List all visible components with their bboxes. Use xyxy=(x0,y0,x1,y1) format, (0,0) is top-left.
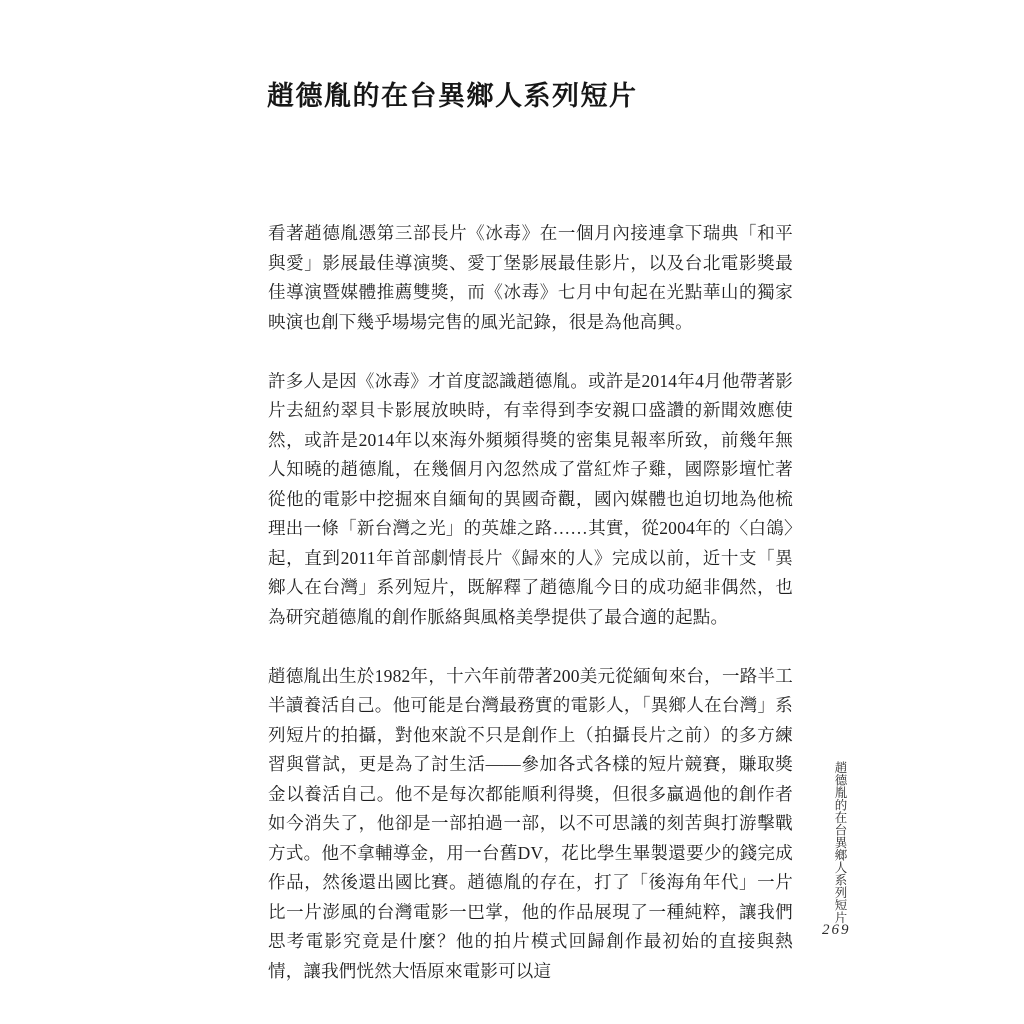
page-number: 269 xyxy=(822,922,851,938)
body-paragraph: 看著趙德胤憑第三部長片《冰毒》在一個月內接連拿下瑞典「和平與愛」影展最佳導演獎、愛丁堡影展最佳影片，以及台北電影獎最佳導演暨媒體推薦雙獎，而《冰毒》七月中旬起在光點華山的獨家映演也創下幾乎場場完售的風光記錄，很是為他高興。 xyxy=(268,223,793,332)
article-body xyxy=(268,219,793,1016)
running-head: 趙德胤的在台異鄉人系列短片 xyxy=(833,761,847,924)
page-title: 趙德胤的在台異鄉人系列短片 xyxy=(267,81,638,111)
body-paragraph: 許多人是因《冰毒》才首度認識趙德胤。或許是2014年4月他帶著影片去紐約翠貝卡影展放映時，有幸得到李安親口盛讚的新聞效應使然，或許是2014年以來海外頻頻得獎的密集見報率所致，前幾年無人知曉的趙德胤，在幾個月內忽然成了當紅炸子雞，國際影壇忙著從他的電影中挖掘來自緬甸的異國奇觀，國內媒體也迫切地為他梳理出一條「新台灣之光」的英雄之路……其實，從2004年的〈白鴿〉起，直到2011年首部劇情長片《歸來的人》完成以前，近十支「異鄉人在台灣」系列短片，既解釋了趙德胤今日的成功絕非偶然，也為研究趙德胤的創作脈絡與風格美學提供了最合適的起點。 xyxy=(268,370,793,627)
body-paragraph: 趙德胤出生於1982年，十六年前帶著200美元從緬甸來台，一路半工半讀養活自己。他可能是台灣最務實的電影人，「異鄉人在台灣」系列短片的拍攝，對他來說不只是創作上（拍攝長片之前）的多方練習與嘗試，更是為了討生活——參加各式各樣的短片競賽，賺取獎金以養活自己。他不是每次都能順利得獎，但很多贏過他的創作者如今消失了，他卻是一部拍過一部，以不可思議的刻苦與打游擊戰方式。他不拿輔導金，用一台舊DV，花比學生畢製還要少的錢完成作品，然後還出國比賽。趙德胤的存在，打了「後海角年代」一片比一片澎風的台灣電影一巴掌，他的作品展現了一種純粹，讓我們思考電影究竟是什麼？他的拍片模式回歸創作最初始的直接與熱情，讓我們恍然大悟原來電影可以這 xyxy=(268,665,793,981)
